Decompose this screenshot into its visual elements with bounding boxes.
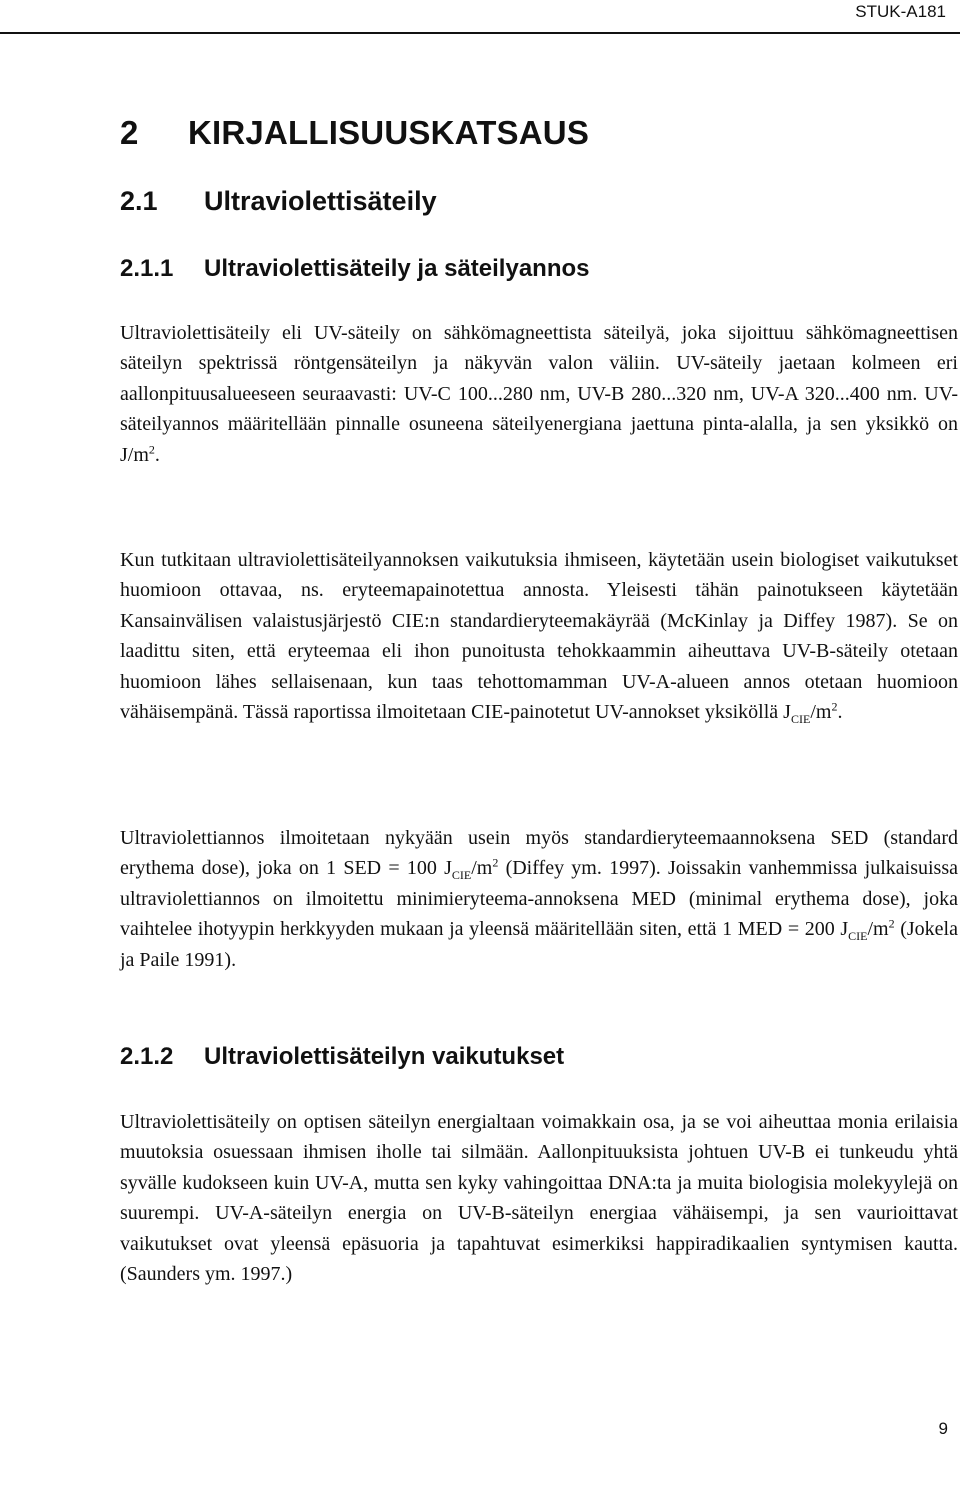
- paragraph-uv-effects: [120, 1107, 958, 1289]
- paragraph-text-c: (Jokela ja Paile 1991).: [120, 918, 958, 971]
- superscript: 2: [148, 441, 155, 456]
- chapter-heading: [120, 114, 589, 152]
- subsection-1-title: Ultraviolettisäteily ja säteilyannos: [204, 255, 590, 282]
- subsection-2-number: 2.1.2: [120, 1043, 174, 1070]
- page-number: 9: [938, 1419, 948, 1438]
- chapter-title: KIRJALLISUUSKATSAUS: [188, 114, 590, 151]
- paragraph-sed-med: [120, 823, 958, 975]
- subsection-2-title: Ultraviolettisäteilyn vaikutukset: [204, 1043, 565, 1070]
- sentence-end: .: [154, 443, 160, 466]
- paragraph-uv-definition: [120, 318, 958, 470]
- section-heading: [120, 186, 437, 217]
- unit-text: /m: [867, 918, 889, 941]
- unit-text: /m: [810, 701, 832, 724]
- superscript: 2: [831, 699, 838, 714]
- unit-text: /m: [471, 857, 493, 880]
- section-number: 2.1: [120, 186, 158, 216]
- superscript: 2: [492, 855, 499, 870]
- subsection-1-number: 2.1.1: [120, 255, 174, 282]
- subscript: CIE: [451, 868, 472, 883]
- superscript: 2: [888, 916, 895, 931]
- subsection-heading-2: [120, 1043, 564, 1071]
- subscript: CIE: [790, 712, 811, 727]
- paragraph-erythema-weighting: [120, 545, 958, 727]
- sentence-end: .: [837, 701, 843, 724]
- section-title: Ultraviolettisäteily: [204, 186, 437, 216]
- paragraph-text-a: Ultraviolettiannos ilmoitetaan nykyään usein myös standardieryteemaannoksena SED (standard erythema dose), joka on 1 SED = 100 J: [120, 827, 958, 880]
- paragraph-text: Kun tutkitaan ultraviolettisäteilyannoksen vaikutuksia ihmiseen, käytetään usein biologiset vaikutukset huomioon ottavaa, ns. eryteemapainotettua annosta. Yleisesti tähän painotukseen käytetään Kansainvälisen valaistusjärjestö CIE:n standardieryteemakäyrää (McKinlay ja Diffey 1987). Se on laadittu siten, että eryteemaa eli ihon punoitusta tehokkaammin aiheuttava UV-B-säteily otetaan huomioon lähes sellaisenaan, kun taas tehottomamman UV-A-alueen annos otetaan huomioon vähäisempänä. Tässä raportissa ilmoitetaan CIE-painotetut UV-annokset yksiköllä J: [120, 549, 958, 724]
- paragraph-text: Ultraviolettisäteily eli UV-säteily on sähkömagneettista säteilyä, joka sijoittuu sähkömagneettisen säteilyn spektrissä röntgensäteilyn ja näkyvän valon väliin. UV-säteily jaetaan kolmeen eri aallonpituusalueeseen seuraavasti: UV-C 100...280 nm, UV-B 280...320 nm, UV-A 320...400 nm. UV-säteilyannos määritellään pinnalle osuneena säteilyenergiana jaettuna pinta-alalla, ja sen yksikkö on J/m: [120, 322, 958, 466]
- subscript: CIE: [848, 929, 868, 944]
- chapter-number: 2: [120, 114, 139, 151]
- paragraph-text-b: (Diffey ym. 1997). Joissakin vanhemmissa julkaisuissa ultraviolettiannos on ilmoitettu minimieryteema-annoksena MED (minimal erythema dose), joka vaihtelee ihotyypin herkkyyden mukaan ja yleensä määritellään siten, että 1 MED = 200 J: [120, 857, 958, 941]
- paragraph-text: Ultraviolettisäteily on optisen säteilyn energialtaan voimakkain osa, ja se voi aiheuttaa monia erilaisia muutoksia osuessaan ihmisen iholle tai silmään. Aallonpituuksista johtuen UV-B ei tunkeudu yhtä syvälle kudokseen kuin UV-A, mutta sen kyky vahingoittaa DNA:ta ja muita biologisia molekyylejä on suurempi. UV-A-säteilyn energia on UV-B-säteilyn energiaa vähäisempi, ja sen vaurioittavat vaikutukset ovat yleensä epäsuoria ja tapahtuvat esimerkiksi happiradikaalien syntymisen kautta. (Saunders ym. 1997.): [120, 1111, 958, 1286]
- subsection-heading-1: [120, 255, 590, 283]
- header-rule: [0, 32, 960, 34]
- running-head: STUK-A181: [855, 2, 946, 21]
